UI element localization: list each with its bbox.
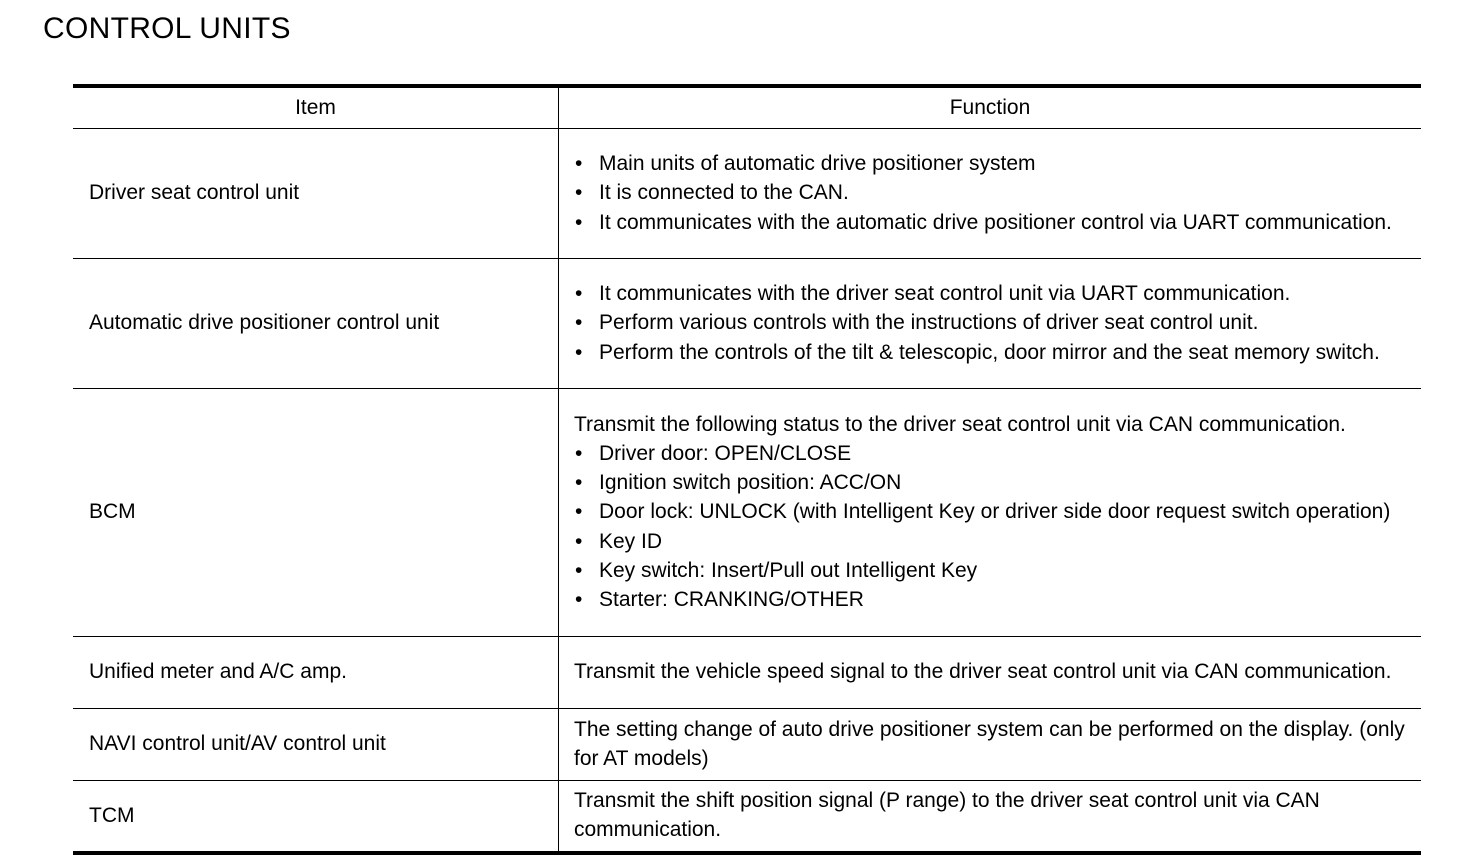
control-units-table: [73, 84, 1421, 855]
function-bullet: • Main units of automatic drive positioner system: [574, 149, 1413, 178]
function-bullet: • Door lock: UNLOCK (with Intelligent Key or driver side door request switch operation): [574, 497, 1413, 526]
row-function: [559, 389, 1422, 637]
row-item-tcm: TCM: [73, 781, 559, 853]
row-function: [559, 709, 1422, 781]
table-row: [73, 709, 1421, 781]
function-bullet: • It is connected to the CAN.: [574, 178, 1413, 207]
function-bullet: • It communicates with the automatic drive positioner control via UART communication.: [574, 208, 1413, 237]
row-item-navi-control-unit: NAVI control unit/AV control unit: [73, 709, 559, 781]
function-bullet: • Driver door: OPEN/CLOSE: [574, 439, 1413, 468]
function-list: [574, 439, 1413, 614]
table-row: [73, 259, 1421, 389]
row-item-unified-meter-and-ac-amp: Unified meter and A/C amp.: [73, 637, 559, 709]
function-text: Transmit the shift position signal (P range) to the driver seat control unit via CAN communication.: [574, 789, 1320, 842]
row-item-driver-seat-control-unit: Driver seat control unit: [73, 129, 559, 259]
header-item: Item: [73, 86, 559, 129]
table-row: [73, 781, 1421, 853]
row-function: [559, 637, 1422, 709]
function-bullet: • Key ID: [574, 527, 1413, 556]
row-function: [559, 259, 1422, 389]
function-bullet: • Perform various controls with the instructions of driver seat control unit.: [574, 308, 1413, 337]
row-function: [559, 781, 1422, 853]
table-row: [73, 637, 1421, 709]
function-text: The setting change of auto drive positioner system can be performed on the display. (only for AT models): [574, 717, 1405, 770]
function-bullet: • Ignition switch position: ACC/ON: [574, 468, 1413, 497]
row-item-bcm: BCM: [73, 389, 559, 637]
function-intro-text: Transmit the following status to the driver seat control unit via CAN communication.: [574, 412, 1346, 436]
function-text: Transmit the vehicle speed signal to the driver seat control unit via CAN communication.: [574, 660, 1392, 684]
page-title: CONTROL UNITS: [43, 12, 291, 45]
table-header-row: [73, 86, 1421, 129]
function-bullet: • Perform the controls of the tilt & telescopic, door mirror and the seat memory switch.: [574, 338, 1413, 367]
function-list: [574, 279, 1413, 367]
row-item-automatic-drive-positioner-control-unit: Automatic drive positioner control unit: [73, 259, 559, 389]
function-bullet: • Starter: CRANKING/OTHER: [574, 585, 1413, 614]
function-bullet: • It communicates with the driver seat control unit via UART communication.: [574, 279, 1413, 308]
function-list: [574, 149, 1413, 237]
function-bullet: • Key switch: Insert/Pull out Intelligent Key: [574, 556, 1413, 585]
table-row: [73, 389, 1421, 637]
row-function: [559, 129, 1422, 259]
table-row: [73, 129, 1421, 259]
header-function: Function: [949, 96, 1031, 120]
